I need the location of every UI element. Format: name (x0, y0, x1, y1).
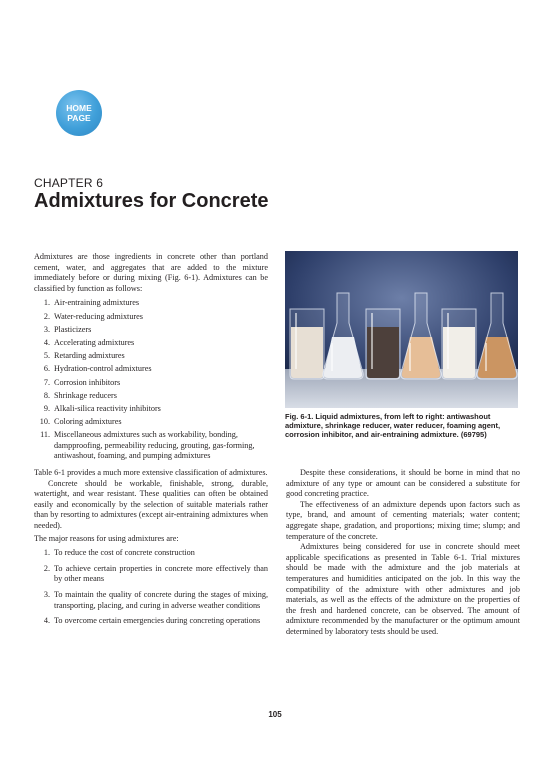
table-reference-paragraph: Table 6-1 provides a much more extensive classification of admixtures. (34, 468, 268, 478)
list-item: 1. To reduce the cost of concrete construction (43, 548, 195, 558)
list-item: 10. Coloring admixtures (39, 417, 122, 427)
left-column (34, 252, 268, 632)
flask-1 (290, 309, 324, 379)
list-item: 1. Air-entraining admixtures (43, 298, 140, 308)
specifications-paragraph: Admixtures being considered for use in concrete should meet applicable specifications as presented in Table 6-1. Trial mixtures should be made with the admixture and the job materials at temperatures and humidities anticipated on the job. In this way the compatibility of the admixture with other admixtures and job materials, as well as the effects of the admixture on the properties of the fresh and hardened concrete, can be observed. The amount of admixture recommended by the manufacturer or the optimum amount determined by laboratory tests should be used. (286, 542, 520, 636)
flask-5 (442, 309, 476, 379)
flask-highlight (371, 313, 373, 369)
list-item: 9. Alkali-silica reactivity inhibitors (43, 403, 161, 413)
list-item: 2. Water-reducing admixtures (43, 311, 143, 321)
admixture-flasks-image (285, 251, 518, 408)
list-item: 7. Corrosion inhibitors (43, 377, 121, 387)
flask-highlight (409, 343, 411, 371)
intro-paragraph: Admixtures are those ingredients in concrete other than portland cement, water, and aggregates that are added to the mixture immediately before or during mixing (Fig. 6-1). Admixtures can be classified by function as follows: (34, 252, 268, 293)
chapter-label: CHAPTER 6 (34, 176, 104, 190)
list-item: 3. Plasticizers (43, 324, 92, 334)
list-item: 4. Accelerating admixtures (43, 337, 135, 347)
right-column (286, 468, 520, 638)
list-item: 8. Shrinkage reducers (43, 390, 117, 400)
admixtures-photo (285, 251, 518, 408)
list-item: 3. To maintain the quality of concrete during the stages of mixing, transporting, placing, and curing in adverse weather conditions (43, 589, 268, 610)
flask-highlight (295, 313, 297, 369)
flask-highlight (485, 343, 487, 371)
home-button-line1: HOME (66, 103, 92, 113)
workable-paragraph: Concrete should be workable, finishable, strong, durable, watertight, and wear resistant. These qualities can often be obtained easily and economically by the selection of suitable materials rather than by resorting to admixtures (except air-entraining admixtures when needed). (34, 478, 268, 530)
flask-3 (366, 309, 400, 379)
flask-highlight (447, 313, 449, 369)
list-item: 5. Retarding admixtures (43, 351, 125, 361)
considerations-paragraph: Despite these considerations, it should be borne in mind that no admixture of any type or amount can be considered a substitute for good concreting practice. (286, 468, 520, 499)
chapter-title: Admixtures for Concrete (34, 190, 269, 212)
list-item: 11. Miscellaneous admixtures such as workability, bonding, dampproofing, permeability reducing, grouting, gas-forming, antiwashout, foaming, and pumping admixtures (40, 430, 255, 461)
home-button-line2: PAGE (67, 113, 91, 123)
home-page-button[interactable] (56, 90, 102, 136)
list-item: 2. To achieve certain properties in concrete more effectively than by other means (43, 563, 268, 584)
list-item: 6. Hydration-control admixtures (43, 364, 152, 374)
list-item: 4. To overcome certain emergencies during concreting operations (43, 616, 261, 626)
page-number: 105 (268, 710, 282, 719)
reasons-intro: The major reasons for using admixtures are: (34, 533, 179, 543)
reasons-list (34, 548, 268, 627)
effectiveness-paragraph: The effectiveness of an admixture depends upon factors such as type, brand, and amount of cementing materials; water content; aggregate shape, gradation, and proportions; mixing time; slump; and temperature of the concrete. (286, 499, 520, 541)
figure-caption: Fig. 6-1. Liquid admixtures, from left to right: antiwashout admixture, shrinkage reducer, water reducer, foaming agent, corrosion inhibitor, and air-entraining admixture. (69795) (285, 412, 501, 440)
admixture-list (34, 298, 268, 462)
flask-highlight (331, 343, 333, 371)
